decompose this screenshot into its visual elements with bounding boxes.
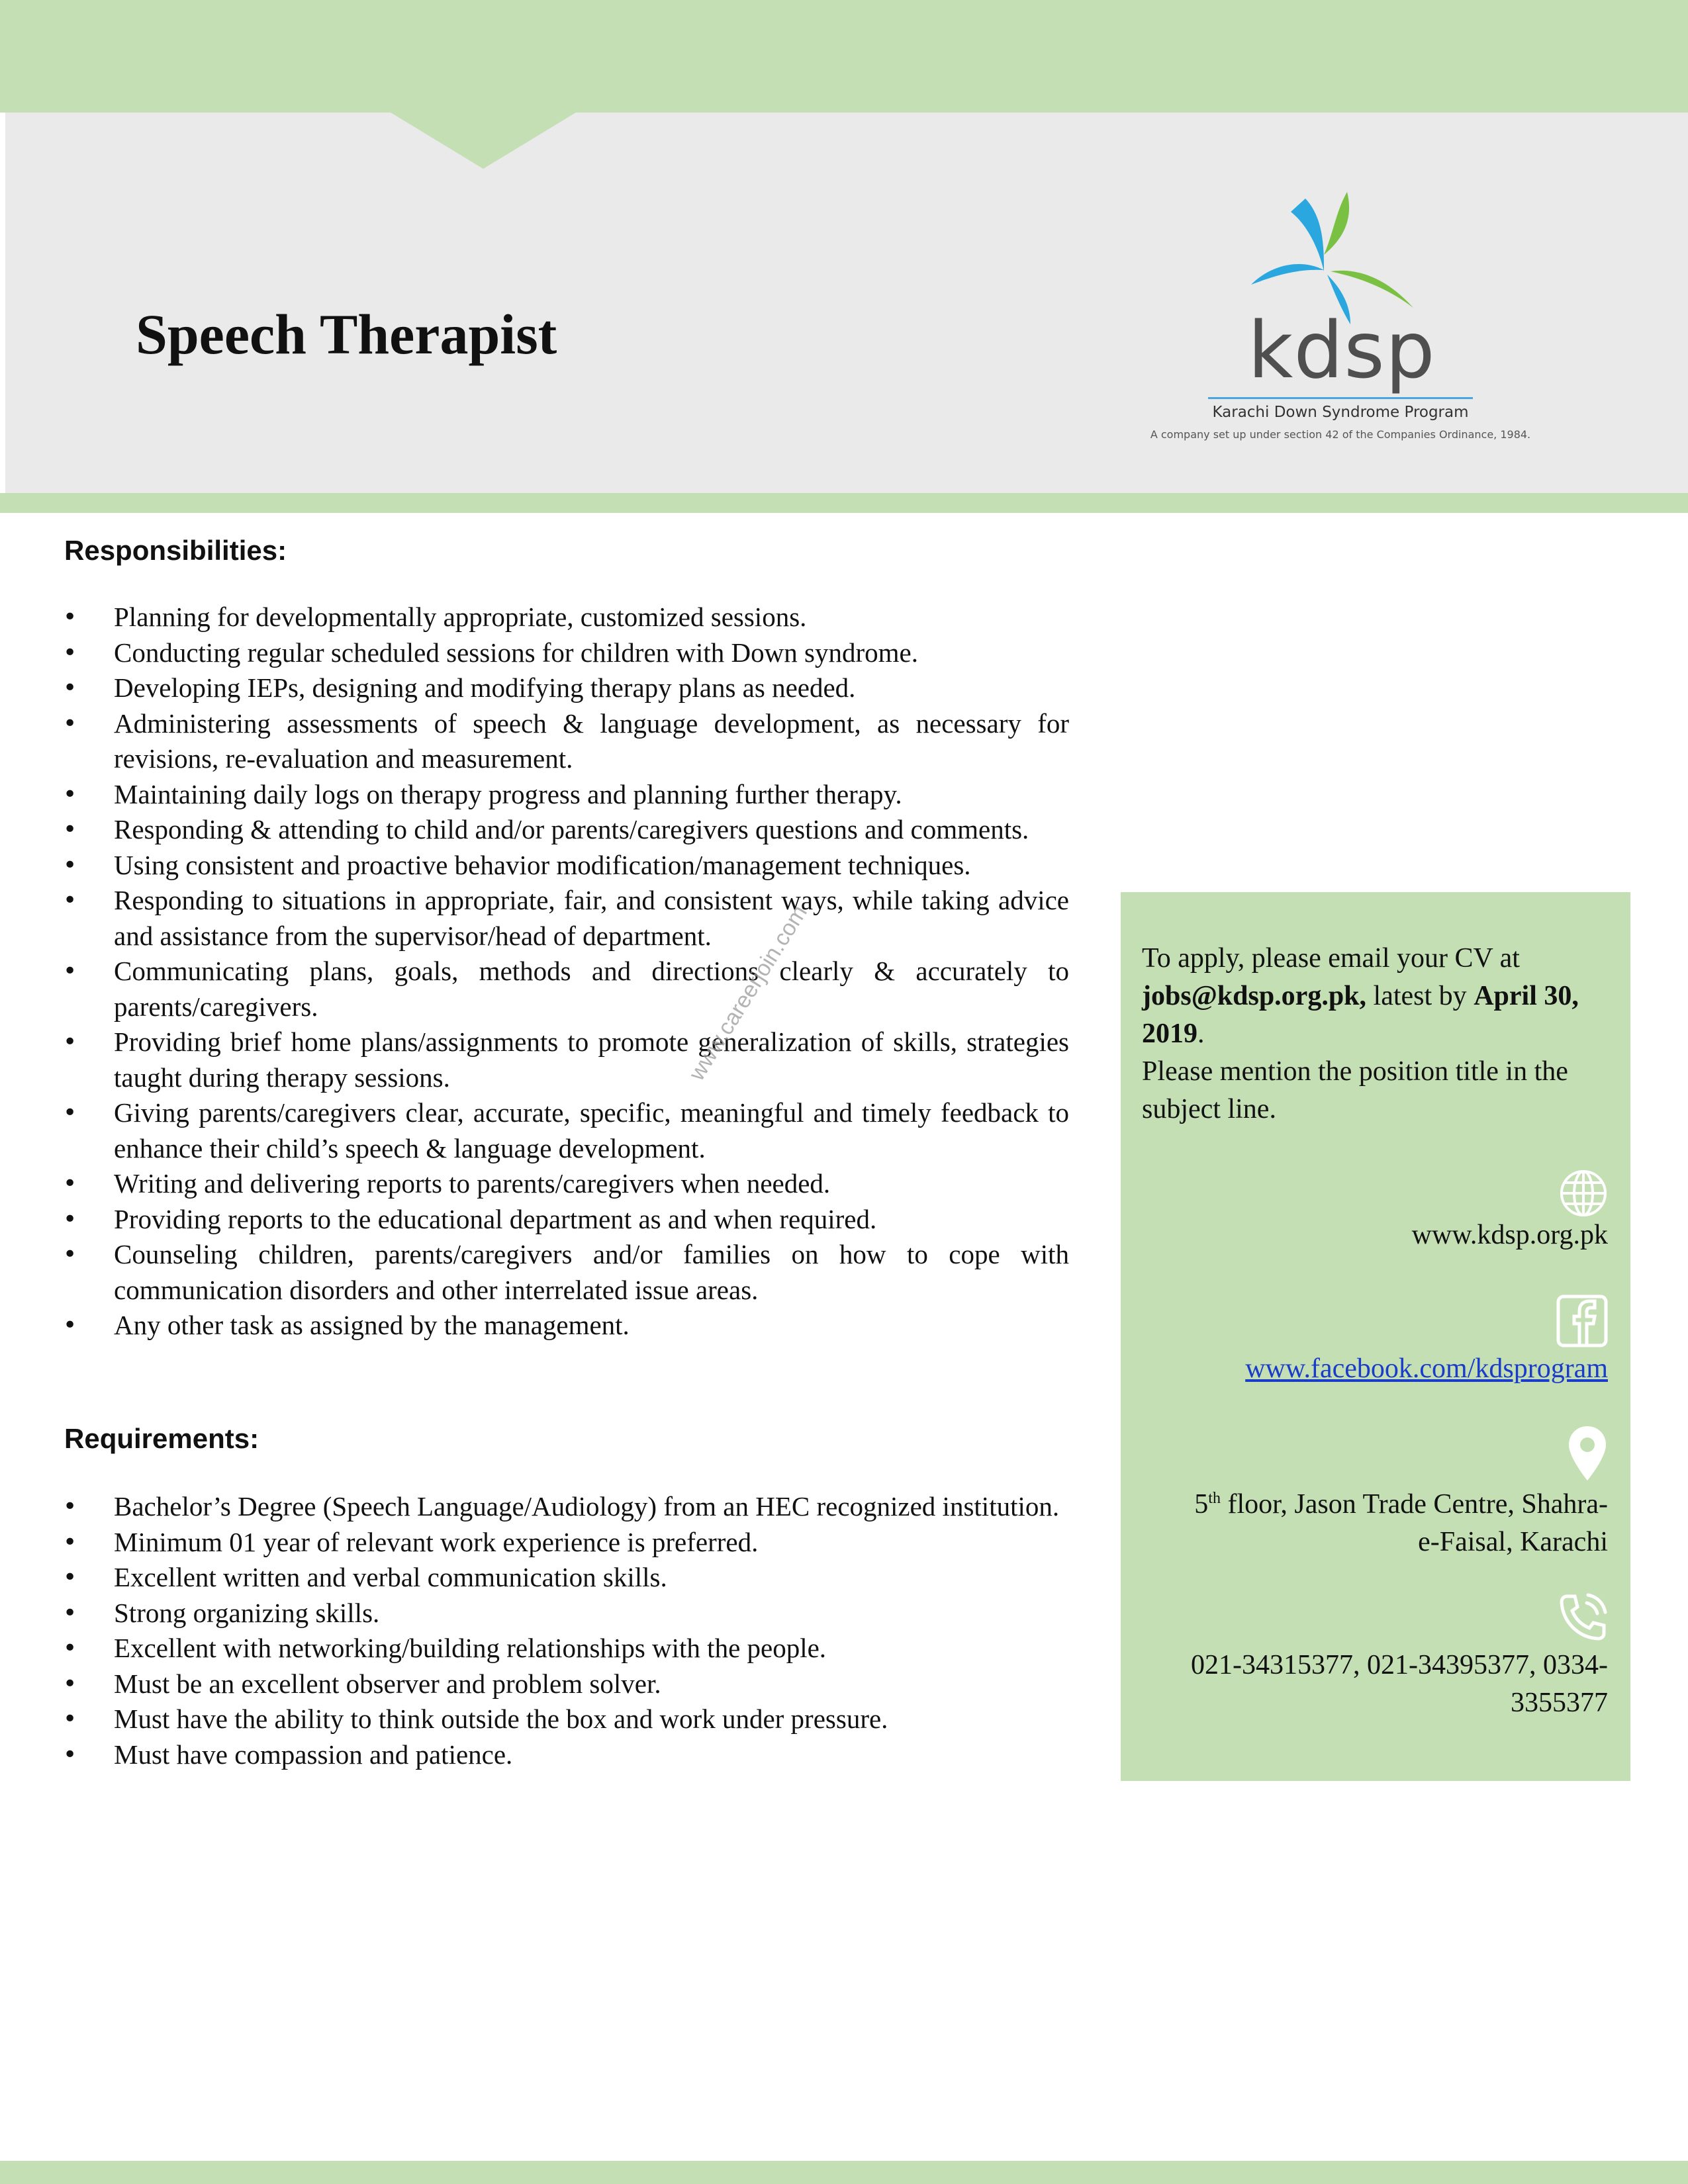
apply-deadline-prefix: latest by bbox=[1366, 981, 1474, 1011]
apply-email[interactable]: jobs@kdsp.org.pk, bbox=[1142, 981, 1367, 1011]
organization-tagline: A company set up under section 42 of the Companies Ordinance, 1984. bbox=[1150, 428, 1531, 441]
responsibility-item: • Writing and delivering reports to parents/caregivers when needed. bbox=[63, 1166, 1069, 1202]
responsibility-item: • Using consistent and proactive behavior modification/management techniques. bbox=[63, 848, 1069, 884]
requirement-item: • Bachelor’s Degree (Speech Language/Audiology) from an HEC recognized institution. bbox=[63, 1489, 1069, 1525]
phone-line-1: 021-34315377, 021-34395377, 0334- bbox=[1191, 1650, 1608, 1680]
requirements-heading: Requirements: bbox=[64, 1423, 259, 1454]
organization-name: Karachi Down Syndrome Program bbox=[1212, 404, 1469, 421]
responsibility-item: • Communicating plans, goals, methods and directions clearly & accurately to parents/caregivers. bbox=[63, 954, 1069, 1024]
responsibility-item: • Any other task as assigned by the management. bbox=[63, 1308, 1069, 1343]
apply-note: Please mention the position title in the subject line. bbox=[1142, 1056, 1568, 1124]
phone-text bbox=[1131, 1647, 1608, 1722]
apply-instructions bbox=[1142, 940, 1612, 1128]
apply-deadline: April 30, 2019 bbox=[1142, 981, 1579, 1049]
facebook-icon bbox=[1556, 1295, 1608, 1347]
requirement-item: • Minimum 01 year of relevant work experience is preferred. bbox=[63, 1525, 1069, 1561]
responsibility-item: • Developing IEPs, designing and modifying therapy plans as needed. bbox=[63, 670, 1069, 706]
responsibility-item: • Giving parents/caregivers clear, accurate, specific, meaningful and timely feedback to enhance their child’s speech & language development. bbox=[63, 1095, 1069, 1166]
responsibility-item: • Providing brief home plans/assignments to promote generalization of skills, strategies taught during therapy sessions. bbox=[63, 1024, 1069, 1095]
apply-box bbox=[1121, 892, 1630, 1781]
address-floor-suffix: th bbox=[1208, 1490, 1221, 1507]
logo-divider bbox=[1208, 397, 1473, 399]
address-floor-number: 5 bbox=[1194, 1489, 1209, 1520]
facebook-link-text[interactable]: www.facebook.com/kdsprogram bbox=[1245, 1353, 1608, 1384]
responsibility-item: • Counseling children, parents/caregivers and/or families on how to cope with communication disorders and other interrelated issue areas. bbox=[63, 1237, 1069, 1308]
watermark: www.careerjoin.com bbox=[684, 901, 812, 1085]
requirement-item: • Excellent written and verbal communication skills. bbox=[63, 1560, 1069, 1596]
header-divider bbox=[0, 493, 1688, 513]
responsibility-item: • Providing reports to the educational department as and when required. bbox=[63, 1202, 1069, 1238]
requirement-item: • Must have compassion and patience. bbox=[63, 1737, 1069, 1773]
globe-icon bbox=[1559, 1169, 1608, 1218]
address-text bbox=[1131, 1480, 1608, 1561]
facebook-link[interactable] bbox=[1245, 1350, 1608, 1388]
responsibilities-list bbox=[63, 600, 1069, 1343]
requirement-item: • Must be an excellent observer and problem solver. bbox=[63, 1666, 1069, 1702]
responsibility-item: • Administering assessments of speech & language development, as necessary for revisions, re-evaluation and measurement. bbox=[63, 706, 1069, 777]
bottom-green-band bbox=[0, 2161, 1688, 2184]
phone-line-2: 3355377 bbox=[1511, 1688, 1608, 1718]
apply-intro: To apply, please email your CV at bbox=[1142, 943, 1520, 974]
kdsp-logo bbox=[1125, 192, 1575, 443]
address-line-1: floor, Jason Trade Centre, Shahra- bbox=[1220, 1489, 1608, 1520]
apply-deadline-suffix: . bbox=[1197, 1019, 1205, 1049]
responsibility-item: • Conducting regular scheduled sessions for children with Down syndrome. bbox=[63, 635, 1069, 671]
responsibilities-heading: Responsibilities: bbox=[64, 535, 287, 566]
phone-icon bbox=[1558, 1592, 1608, 1643]
requirement-item: • Must have the ability to think outside the box and work under pressure. bbox=[63, 1702, 1069, 1737]
address-line-2: e-Faisal, Karachi bbox=[1418, 1527, 1608, 1557]
requirement-item: • Excellent with networking/building relationships with the people. bbox=[63, 1631, 1069, 1666]
responsibility-item: • Planning for developmentally appropriate, customized sessions. bbox=[63, 600, 1069, 635]
requirements-list bbox=[63, 1489, 1069, 1772]
kdsp-wordmark: kdsp bbox=[1248, 304, 1436, 396]
location-pin-icon bbox=[1567, 1425, 1608, 1482]
responsibility-item: • Maintaining daily logs on therapy progress and planning further therapy. bbox=[63, 777, 1069, 813]
job-title: Speech Therapist bbox=[136, 302, 557, 366]
responsibility-item: • Responding & attending to child and/or parents/caregivers questions and comments. bbox=[63, 812, 1069, 848]
responsibility-item: • Responding to situations in appropriate, fair, and consistent ways, while taking advice and assistance from the supervisor/head of department. bbox=[63, 883, 1069, 954]
requirement-item: • Strong organizing skills. bbox=[63, 1596, 1069, 1631]
header-chevron bbox=[0, 0, 1688, 172]
website-text[interactable]: www.kdsp.org.pk bbox=[1411, 1220, 1608, 1250]
